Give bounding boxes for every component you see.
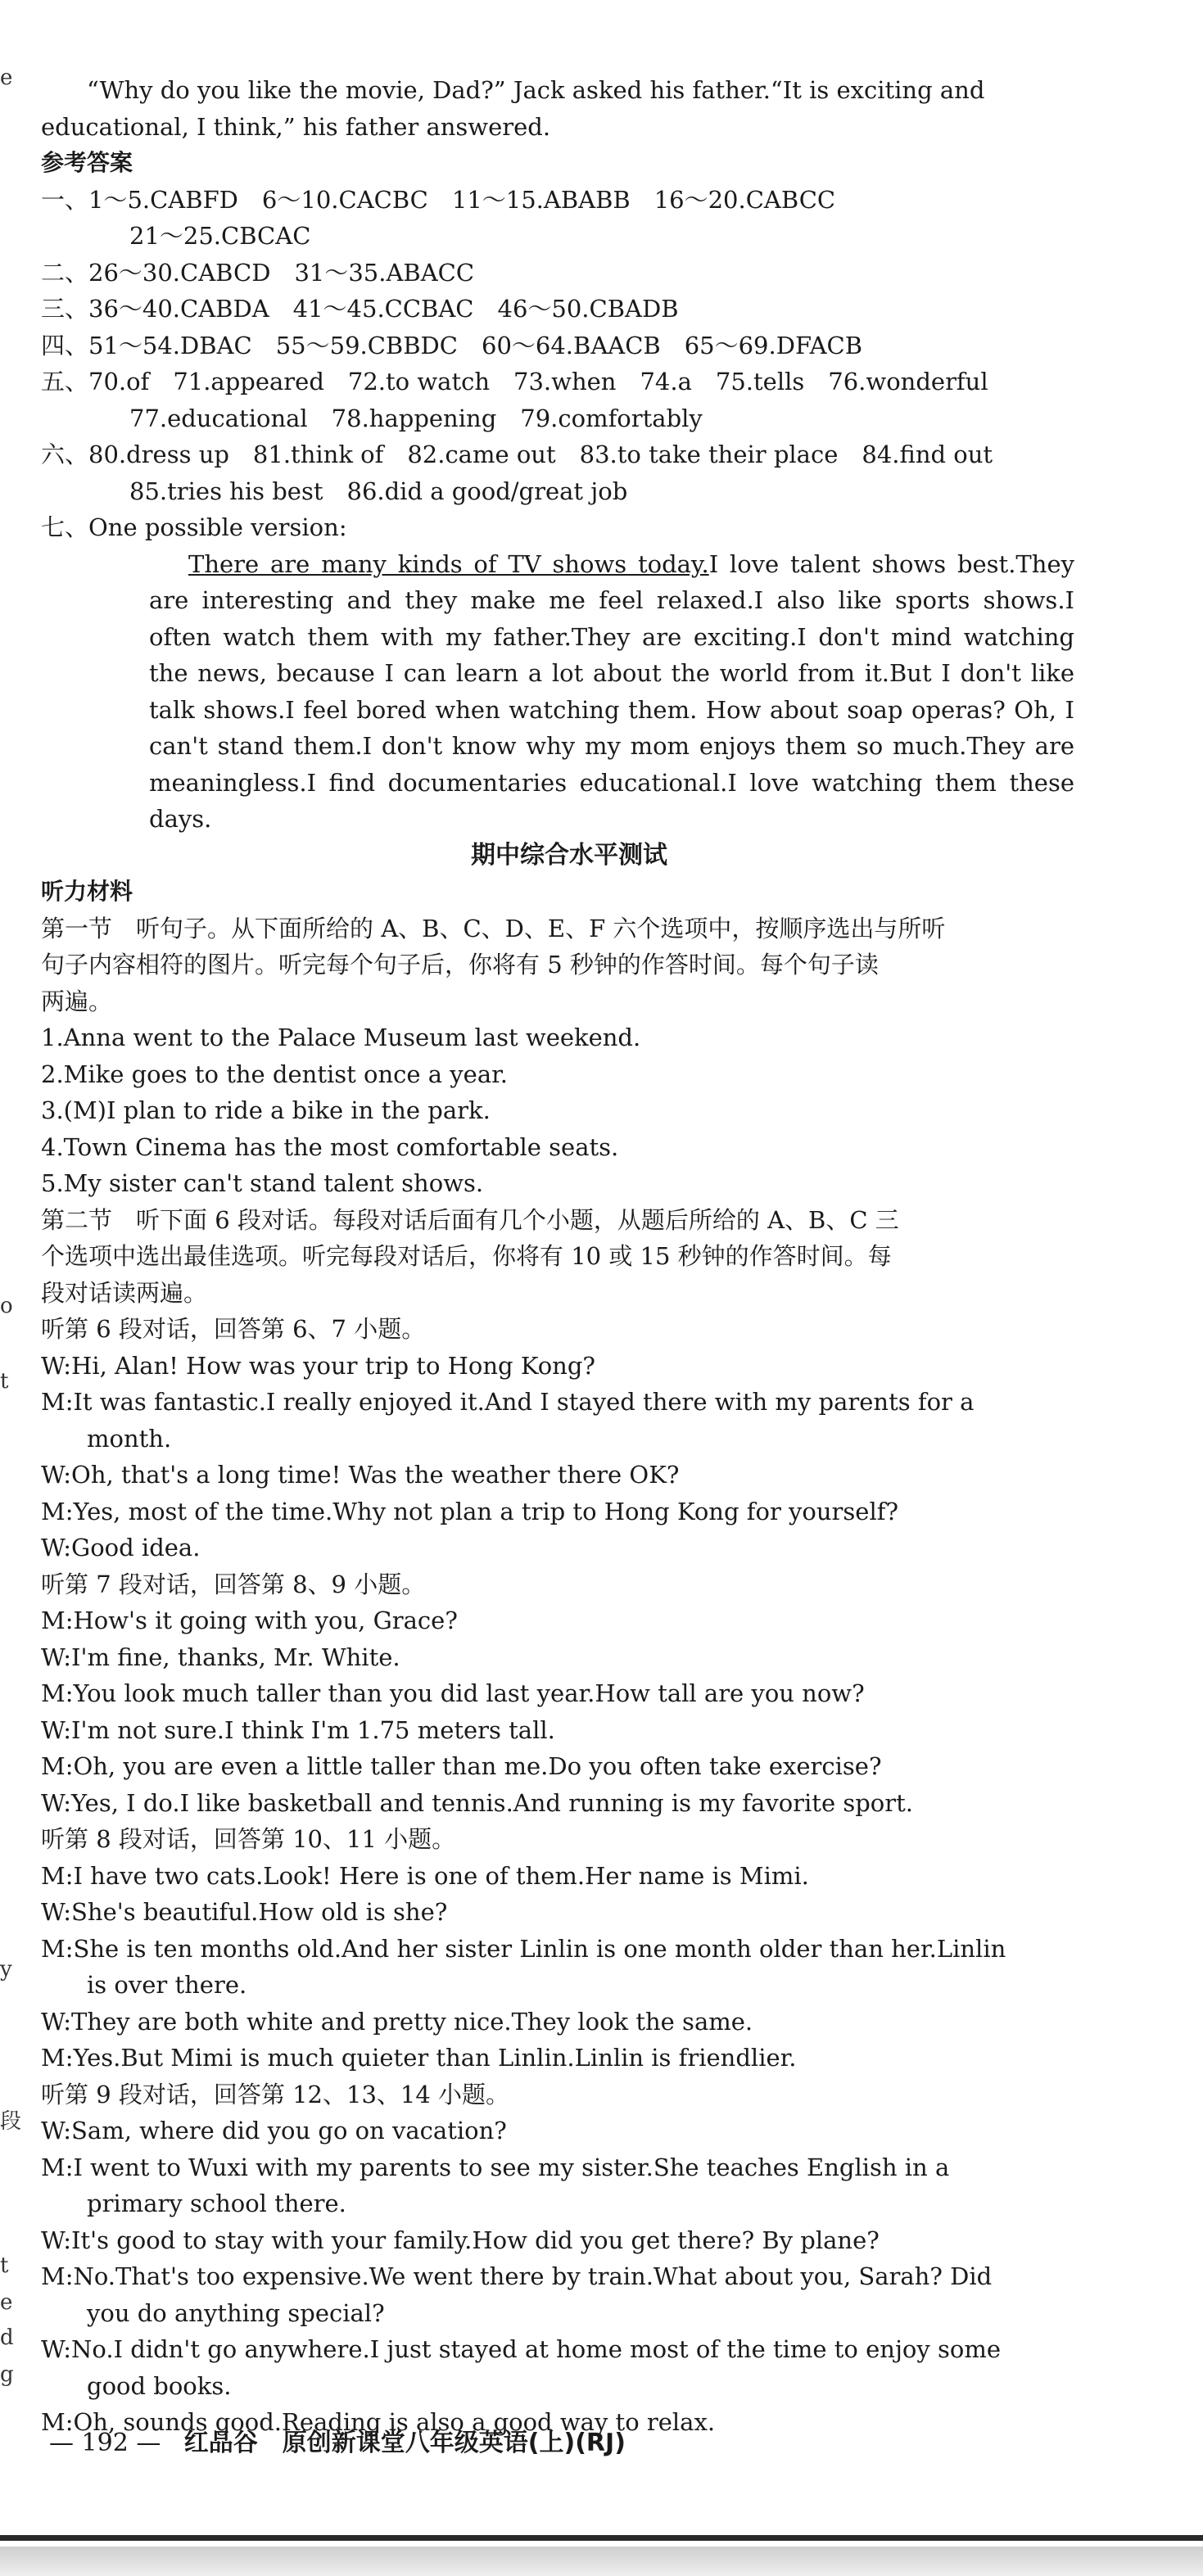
margin-fragment: 段 bbox=[0, 2109, 22, 2134]
dialogue-line: W:Oh, that's a long time! Was the weather there OK? bbox=[41, 1461, 680, 1489]
dialogue-line: M:Oh, you are even a little taller than me.Do you often take exercise? bbox=[41, 1752, 882, 1780]
margin-fragment: t bbox=[0, 2253, 9, 2278]
margin-fragment: d bbox=[0, 2325, 14, 2350]
part2-instruction: 个选项中选出最佳选项。听完每段对话后，你将有 10 或 15 秒钟的作答时间。每 bbox=[41, 1242, 892, 1270]
essay-underlined-sentence: There are many kinds of TV shows today. bbox=[188, 549, 709, 578]
sentence-item: 2.Mike goes to the dentist once a year. bbox=[41, 1060, 509, 1088]
page-footer bbox=[49, 2422, 626, 2458]
dialogue-lead: 听第 7 段对话，回答第 8、9 小题。 bbox=[41, 1570, 426, 1598]
sentence-item: 3.(M)I plan to ride a bike in the park. bbox=[41, 1096, 491, 1124]
book-title: 红品谷 原创新课堂八年级英语(上)(RJ) bbox=[183, 2429, 626, 2457]
dialogue-line: M:Oh, sounds good.Reading is also a good way to relax. bbox=[41, 2408, 716, 2436]
dialogue-line: W:I'm fine, thanks, Mr. White. bbox=[41, 1643, 400, 1671]
margin-fragment: t bbox=[0, 1369, 9, 1394]
part2-instruction: 第二节 听下面 6 段对话。每段对话后面有几个小题，从题后所给的 A、B、C 三 bbox=[41, 1205, 899, 1234]
listening-heading: 听力材料 bbox=[41, 878, 133, 905]
dialogue-line: W:I'm not sure.I think I'm 1.75 meters tall. bbox=[41, 1715, 555, 1744]
answer-line: 五、70.of 71.appeared 72.to watch 73.when 74.a 75.tells 76.wonderful bbox=[41, 368, 988, 395]
margin-fragment: y bbox=[0, 1957, 12, 1982]
dialogue-line: M:Yes.But Mimi is much quieter than Linlin.Linlin is friendlier. bbox=[41, 2044, 797, 2072]
sentence-item: 4.Town Cinema has the most comfortable seats. bbox=[41, 1132, 619, 1161]
answer-line: 六、80.dress up 81.think of 82.came out 83.to take their place 84.find out bbox=[41, 441, 993, 468]
dialogue-line: W:Sam, where did you go on vacation? bbox=[41, 2117, 507, 2144]
dialogue-line: M:How's it going with you, Grace? bbox=[41, 1607, 458, 1634]
main-column bbox=[41, 72, 1074, 2441]
part1-instruction: 句子内容相符的图片。听完每个句子后，你将有 5 秒钟的作答时间。每个句子读 bbox=[41, 951, 879, 978]
part1-instruction: 两遍。 bbox=[41, 987, 113, 1015]
dialogue-line: M:I went to Wuxi with my parents to see my sister.She teaches English in a bbox=[41, 2153, 950, 2181]
dialogue-line: M:No.That's too expensive.We went there by train.What about you, Sarah? Did bbox=[41, 2262, 993, 2290]
page-edge-shadow bbox=[0, 2547, 1203, 2576]
dialogue-line: M:It was fantastic.I really enjoyed it.And I stayed there with my parents for a bbox=[41, 1388, 975, 1416]
margin-fragment: o bbox=[0, 1294, 13, 1318]
dialogue-lead: 听第 9 段对话，回答第 12、13、14 小题。 bbox=[41, 2080, 510, 2108]
answer-line: 三、36～40.CABDA 41～45.CCBAC 46～50.CBADB bbox=[41, 295, 679, 323]
dialogue-line: W:It's good to stay with your family.How did you get there? By plane? bbox=[41, 2226, 880, 2254]
intro-line: “Why do you like the movie, Dad?” Jack asked his father.“It is exciting and bbox=[87, 76, 985, 104]
dialogue-line: W:They are both white and pretty nice.They look the same. bbox=[41, 2007, 753, 2036]
sentence-item: 1.Anna went to the Palace Museum last weekend. bbox=[41, 1024, 641, 1051]
answer-line: 四、51～54.DBAC 55～59.CBBDC 60～64.BAACB 65～69.DFACB bbox=[41, 331, 863, 359]
answer-line: 85.tries his best 86.did a good/great job bbox=[129, 477, 628, 505]
dialogue-line: W:Yes, I do.I like basketball and tennis.And running is my favorite sport. bbox=[41, 1788, 913, 1817]
bottom-rule bbox=[0, 2535, 1203, 2541]
answer-line: 21～25.CBCAC bbox=[129, 222, 311, 250]
dialogue-line: W:Good idea. bbox=[41, 1534, 201, 1561]
answer-line: 一、1～5.CABFD 6～10.CACBC 11～15.ABABB 16～20.CABCC bbox=[41, 185, 836, 214]
dialogue-lead: 听第 6 段对话，回答第 6、7 小题。 bbox=[41, 1315, 426, 1343]
intro-line: educational, I think,” his father answered. bbox=[41, 112, 551, 141]
dialogue-line: W:Hi, Alan! How was your trip to Hong Kong? bbox=[41, 1351, 595, 1380]
answers-heading: 参考答案 bbox=[41, 149, 133, 176]
dialogue-line: you do anything special? bbox=[87, 2298, 385, 2327]
dialogue-line: M:I have two cats.Look! Here is one of them.Her name is Mimi. bbox=[41, 1861, 809, 1890]
dialogue-line: primary school there. bbox=[87, 2190, 346, 2217]
part1-instruction: 第一节 听句子。从下面所给的 A、B、C、D、E、F 六个选项中，按顺序选出与所听 bbox=[41, 914, 946, 942]
answer-line: 二、26～30.CABCD 31～35.ABACC bbox=[41, 258, 475, 287]
dialogue-line: is over there. bbox=[87, 1971, 247, 1999]
dialogue-line: good books. bbox=[87, 2371, 232, 2400]
margin-fragment: g bbox=[0, 2362, 14, 2387]
dialogue-line: M:Yes, most of the time.Why not plan a trip to Hong Kong for yourself? bbox=[41, 1497, 899, 1525]
page-number: — 192 — bbox=[49, 2429, 161, 2457]
model-essay bbox=[41, 546, 1074, 838]
answer-line: 77.educational 78.happening 79.comfortably bbox=[129, 404, 703, 432]
answer-line: 七、One possible version: bbox=[41, 513, 347, 541]
section-title: 期中综合水平测试 bbox=[471, 840, 667, 870]
dialogue-line: M:You look much taller than you did last year.How tall are you now? bbox=[41, 1679, 865, 1707]
dialogue-line: M:She is ten months old.And her sister Linlin is one month older than her.Linlin bbox=[41, 1934, 1006, 1963]
part2-instruction: 段对话读两遍。 bbox=[41, 1278, 208, 1307]
dialogue-line: W:She's beautiful.How old is she? bbox=[41, 1898, 448, 1926]
margin-fragment: e bbox=[0, 66, 13, 90]
dialogue-lead: 听第 8 段对话，回答第 10、11 小题。 bbox=[41, 1825, 456, 1853]
essay-body: I love talent shows best.They are interesting and they make me feel relaxed.I also like sports shows.I often watch them with my father.They are exciting.I don't mind watching the news, because I can learn a lot about the world from it.But I don't like talk shows.I feel bored when watching them. How about soap operas? Oh, I can't stand them.I don't know why my mom enjoys them so much.They are meaningless.I find documentaries educational.I love watching them these days. bbox=[149, 549, 1074, 833]
dialogue-line: W:No.I didn't go anywhere.I just stayed at home most of the time to enjoy some bbox=[41, 2335, 1001, 2363]
dialogue-line: month. bbox=[87, 1424, 172, 1453]
sentence-item: 5.My sister can't stand talent shows. bbox=[41, 1169, 484, 1197]
margin-fragment: e bbox=[0, 2290, 13, 2315]
